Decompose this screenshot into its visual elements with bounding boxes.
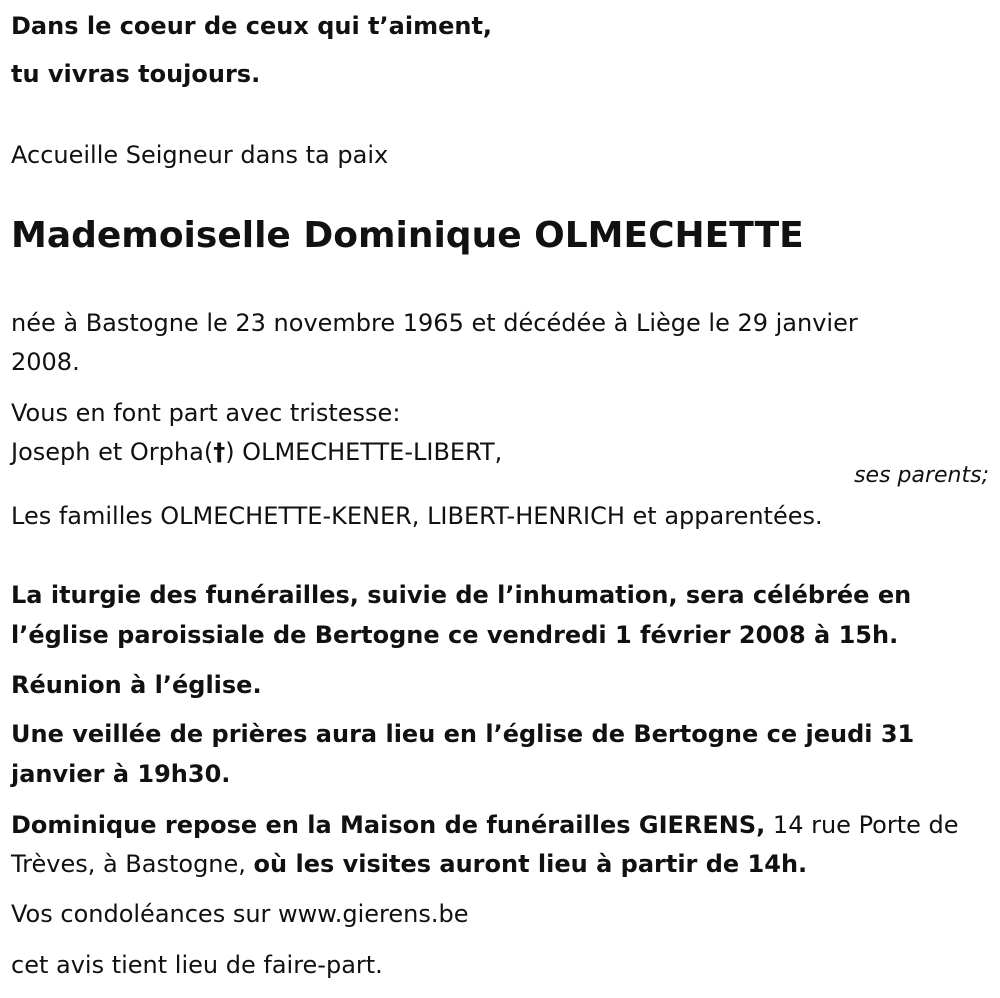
vigil-line-1: Une veillée de prières aura lieu en l’église de Bertogne ce jeudi 31 [11,720,915,748]
prayer-line: Accueille Seigneur dans ta paix [11,141,389,169]
epitaph-line-1: Dans le coeur de ceux qui t’aiment, [11,12,493,40]
meeting-line: Réunion à l’église. [11,671,262,699]
repose-address-2: Trèves, à Bastogne, [11,850,254,878]
repose-address-1: 14 rue Porte de [765,811,959,839]
parents-prefix: Joseph et Orpha( [11,438,214,466]
repose-bold: Dominique repose en la Maison de funérailles GIERENS, [11,811,766,839]
repose-line-1 [11,810,959,840]
condolences-line: Vos condoléances sur www.gierens.be [11,900,469,928]
funeral-line-1: La iturgie des funérailles, suivie de l’inhumation, sera célébrée en [11,581,912,609]
birth-death-line-2: 2008. [11,348,80,376]
families-line: Les familles OLMECHETTE-KENER, LIBERT-HENRICH et apparentées. [11,502,823,530]
parents-line [11,437,502,467]
announcement-intro: Vous en font part avec tristesse: [11,399,401,427]
parents-suffix: ) OLMECHETTE-LIBERT, [225,438,503,466]
cross-icon: † [213,438,226,466]
visits-bold: où les visites auront lieu à partir de 14h. [253,850,808,878]
repose-line-2 [11,849,807,879]
notice-line: cet avis tient lieu de faire-part. [11,951,383,979]
vigil-line-2: janvier à 19h30. [11,760,231,788]
parents-role: ses parents; [854,463,989,488]
birth-death-line-1: née à Bastogne le 23 novembre 1965 et décédée à Liège le 29 janvier [11,309,858,337]
epitaph-line-2: tu vivras toujours. [11,60,261,88]
funeral-line-2: l’église paroissiale de Bertogne ce vendredi 1 février 2008 à 15h. [11,621,899,649]
deceased-name: Mademoiselle Dominique OLMECHETTE [11,215,804,256]
